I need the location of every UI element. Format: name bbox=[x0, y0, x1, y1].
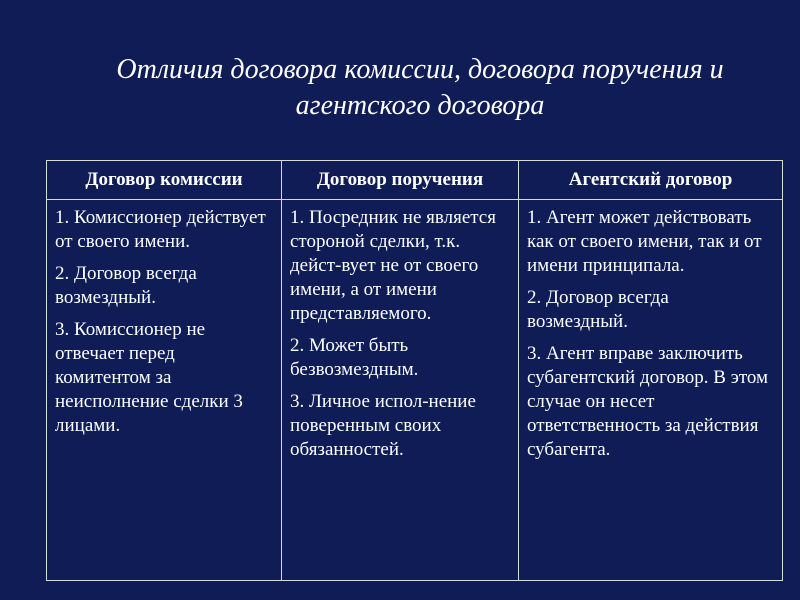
mandate-point-1: 1. Посредник не является стороной сделки, т.к. дейст-вует не от своего имени, а от имени представляемого. bbox=[290, 207, 496, 324]
table-header-row bbox=[47, 161, 783, 200]
slide-title-line-2: агентского договора bbox=[295, 90, 545, 121]
comparison-table bbox=[46, 160, 783, 581]
commission-point-2: 2. Договор всегда возмездный. bbox=[55, 263, 197, 308]
header-agency-mandate-contract: Договор поручения bbox=[282, 161, 519, 200]
mandate-point-3: 3. Личное испол-нение поверенным своих обязанностей. bbox=[290, 391, 476, 460]
agent-point-1: 1. Агент может действовать как от своего имени, так и от имени принципала. bbox=[527, 207, 762, 276]
table-row bbox=[47, 200, 783, 581]
slide-title-line-1: Отличия договора комиссии, договора поручения и bbox=[116, 54, 724, 85]
agent-contract-cell bbox=[519, 200, 783, 581]
commission-point-3: 3. Комиссионер не отвечает перед комитентом за неисполнение сделки 3 лицами. bbox=[55, 319, 243, 436]
slide-title bbox=[60, 52, 780, 124]
commission-point-1: 1. Комиссионер действует от своего имени. bbox=[55, 207, 266, 252]
header-agent-contract: Агентский договор bbox=[519, 161, 783, 200]
commission-contract-cell bbox=[47, 200, 282, 581]
mandate-point-2: 2. Может быть безвозмездным. bbox=[290, 335, 419, 380]
header-commission-contract: Договор комиссии bbox=[47, 161, 282, 200]
mandate-contract-cell bbox=[282, 200, 519, 581]
agent-point-2: 2. Договор всегда возмездный. bbox=[527, 287, 669, 332]
agent-point-3: 3. Агент вправе заключить субагентский договор. В этом случае он несет ответственность за действия субагента. bbox=[527, 343, 769, 460]
